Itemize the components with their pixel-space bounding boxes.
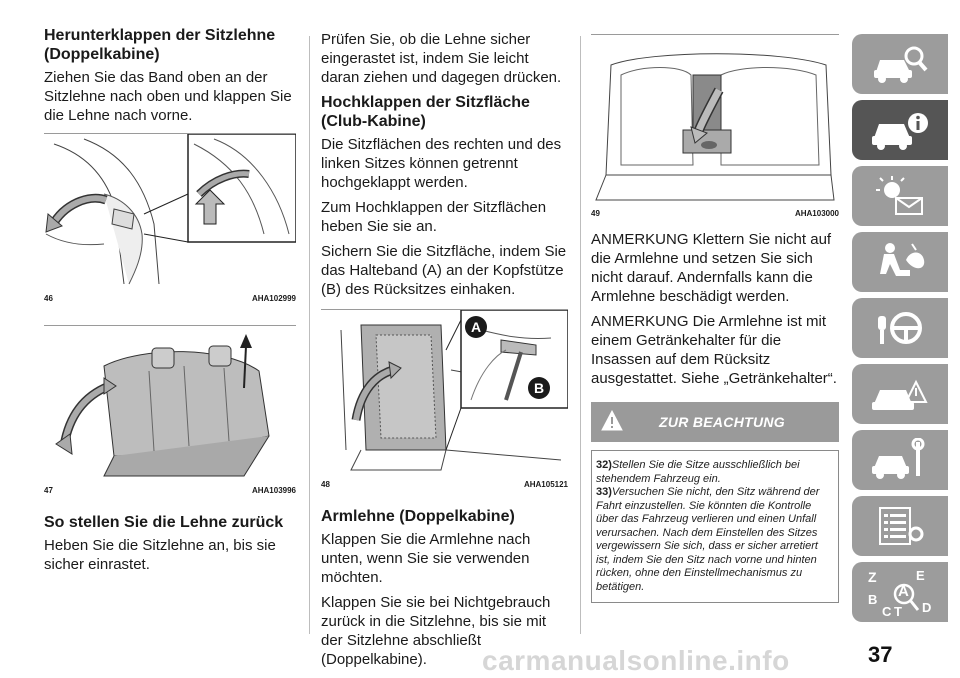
paragraph-secure-seat: Sichern Sie die Sitzfläche, indem Sie das Halteband (A) an der Kopfstütze (B) des Rücksitzes einhaken.: [321, 243, 567, 298]
svg-text:C: C: [882, 604, 892, 618]
breakdown-triangle-icon: [870, 372, 930, 416]
tab-warning-lights[interactable]: [852, 166, 948, 226]
svg-text:A: A: [898, 583, 909, 600]
figure-code: AHA103996: [251, 486, 296, 495]
paragraph-check-backrest: Prüfen Sie, ob die Lehne sicher eingerastet ist, indem Sie leicht daran ziehen und dagegen drücken.: [321, 31, 562, 86]
figure-47-caption: [44, 484, 296, 495]
paragraph-seat-cushions: Die Sitzflächen des rechten und des linken Sitzes können getrennt hochgeklappt werden.: [321, 136, 562, 191]
svg-text:B: B: [868, 592, 878, 607]
warning-note-33: [596, 486, 830, 594]
warning-lights-message-icon: [870, 174, 930, 218]
figure-49-caption: [591, 207, 839, 218]
warning-note-32: [596, 459, 830, 486]
tab-steering-key[interactable]: [852, 298, 948, 358]
column-2: [321, 30, 568, 675]
figure-number: 49: [591, 209, 600, 218]
note-armrest-climb: ANMERKUNG Klettern Sie nicht auf die Armlehne und setzen Sie sich nicht darauf. Andernfalls kann die Armlehne beschädigt werden.: [591, 231, 832, 305]
figure-number: 47: [44, 486, 53, 495]
heading-armrest: Armlehne (Doppelkabine): [321, 508, 515, 525]
heading-restore-backrest: So stellen Sie die Lehne zurück: [44, 514, 284, 531]
paragraph-lift-seats: Zum Hochklappen der Sitzflächen heben Sie sie an.: [321, 199, 547, 235]
paragraph-restore-backrest: Heben Sie die Sitzlehne an, bis sie sicher einrastet.: [44, 537, 276, 573]
svg-text:T: T: [894, 604, 902, 618]
note-cup-holder: ANMERKUNG Die Armlehne ist mit einem Getränkehalter für die Insassen auf dem Rücksitz ausgestattet. Siehe „Getränkehalter“.: [591, 313, 837, 387]
figure-code: AHA103000: [794, 209, 839, 218]
watermark: carmanualsonline.info: [482, 645, 790, 676]
warning-triangle-icon: [601, 410, 623, 432]
steering-key-icon: [870, 306, 930, 350]
callout-b: B: [533, 380, 545, 396]
figure-48-caption: [321, 478, 568, 489]
tab-car-info[interactable]: [852, 100, 948, 160]
tab-service-tools[interactable]: [852, 430, 948, 490]
warning-title: ZUR BEACHTUNG: [658, 414, 785, 430]
seat-airbag-icon: [870, 240, 930, 284]
figure-46-caption: [44, 292, 296, 303]
svg-text:D: D: [922, 600, 932, 615]
tab-seat-airbag[interactable]: [852, 232, 948, 292]
figure-number: 46: [44, 294, 53, 303]
figure-49: [591, 34, 839, 218]
note-text: Versuchen Sie nicht, den Sitz während der Fahrt einzustellen. Sie könnten die Kontrolle über das Fahrzeug verlieren und einen Unfall verursachen. Nach dem Einstellen des Sitzes vergewissern Sie sich, dass er sicher arretiert ist, indem Sie den Sitz nach vorne und hinten rücken, ohne den Einstellmechanismus zu betätigen.: [596, 486, 820, 593]
column-separator: [580, 36, 581, 634]
note-text: Stellen Sie die Sitze ausschließlich bei stehendem Fahrzeug ein.: [596, 459, 800, 485]
figure-code: AHA105121: [523, 480, 568, 489]
car-search-icon: [870, 42, 930, 86]
figure-number: 48: [321, 480, 330, 489]
warning-body: [591, 450, 839, 603]
technical-data-list-icon: [870, 504, 930, 548]
tab-technical-data[interactable]: [852, 496, 948, 556]
svg-text:E: E: [916, 568, 925, 583]
paragraph-fold-backrest: Ziehen Sie das Band oben an der Sitzlehne nach oben und klappen Sie die Lehne nach vorne.: [44, 69, 292, 124]
svg-text:Z: Z: [868, 569, 877, 585]
note-number: 32): [596, 459, 612, 471]
heading-fold-backrest: Herunterklappen der Sitzlehne (Doppelkabine): [44, 27, 276, 63]
figure-47: [44, 325, 296, 495]
heading-fold-seat-cushion: Hochklappen der Sitzfläche (Club-Kabine): [321, 94, 530, 130]
seat-strap-illustration: [44, 134, 296, 292]
car-info-icon: [870, 108, 930, 152]
tab-car-search[interactable]: [852, 34, 948, 94]
figure-48: [321, 309, 568, 489]
car-service-tools-icon: [870, 438, 930, 482]
armrest-illustration: [591, 35, 839, 207]
column-1: [44, 26, 296, 580]
column-separator: [309, 36, 310, 634]
alphabetical-index-icon: [864, 566, 936, 618]
paragraph-armrest-down: Klappen Sie die Armlehne nach unten, wenn Sie sie verwenden möchten.: [321, 531, 531, 586]
tab-breakdown[interactable]: [852, 364, 948, 424]
column-3: [591, 34, 839, 603]
chapter-tabs: [852, 34, 948, 628]
seat-cushion-strap-illustration: [321, 310, 568, 478]
figure-46: [44, 133, 296, 303]
warning-box: [591, 402, 839, 603]
tab-alphabetical-index[interactable]: [852, 562, 948, 622]
note-number: 33): [596, 486, 612, 498]
callout-a: A: [470, 319, 482, 335]
warning-header: [591, 402, 839, 442]
figure-code: AHA102999: [251, 294, 296, 303]
paragraph-armrest-up: Klappen Sie sie bei Nichtgebrauch zurück in die Sitzlehne, bis sie mit der Sitzlehne abschließt (Doppelkabine).: [321, 594, 551, 668]
page-number: 37: [868, 642, 893, 667]
rear-bench-illustration: [44, 326, 296, 484]
